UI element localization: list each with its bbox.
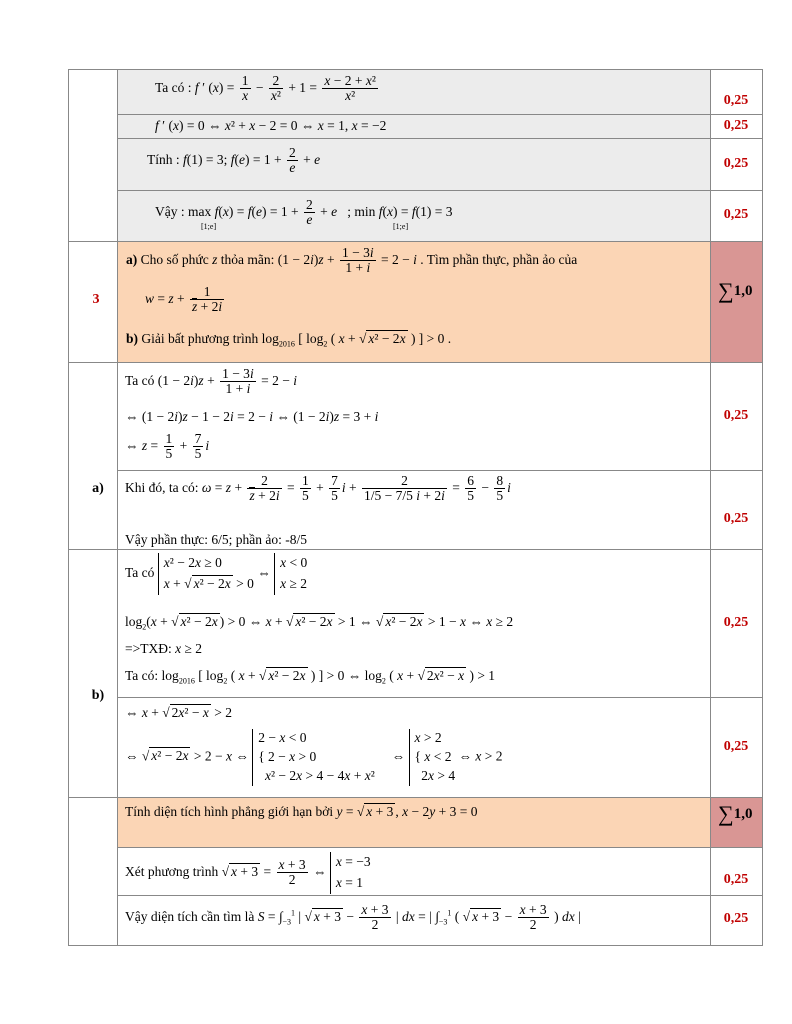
domain-prefix: =>TXĐ:	[125, 641, 172, 656]
score-part-a-1: 0,25	[723, 408, 749, 423]
part-a-step-3: ⇔ z = $\frac{1}{5}$ + $\frac{7}{5}$ i	[125, 431, 210, 462]
part-a-result: Vậy phần thực: 6/5; phần ảo: -8/5	[125, 532, 308, 547]
score-part-a-2: 0,25	[723, 511, 749, 526]
values-line: Tính : f(1) = 3; f(e) = 1 + $\frac{2}{e}$ + e	[147, 145, 321, 176]
row-divider	[117, 114, 762, 115]
question-number: 3	[92, 292, 100, 307]
question-4-area: Vậy diện tích cần tìm là $S = \int_{-3}^1$ | √ x + 3 − $\frac{x + 3}{2}$ | dx = | $\int_{-3}^1$ ( √ x + 3 − $\frac{x + 3}{2}$ ) dx |	[125, 902, 581, 933]
derivative-line: Ta có : f ′ (x) = $\frac{1}{x}$ − $\frac{2}{\text{x²}}$ + 1 = $\frac{\text{x − 2 + x²}}{\text{x²}}$	[155, 73, 376, 104]
question-4-text: Tính diện tích hình phẳng giới hạn bởi y = √ x + 3 , x − 2y + 3 = 0	[125, 804, 478, 819]
w-definition: w = z + $\frac{1}{z + 2i}$	[145, 284, 223, 315]
max-min-line: Vậy : max f(x) = f(e) = 1 + $\frac{2}{e}$ + e ; min f(x) = f(1) = 3	[155, 197, 453, 228]
row-divider	[117, 470, 762, 471]
part-b-domain: =>TXĐ: x ≥ 2	[125, 641, 203, 656]
score-q4-2: 0,25	[723, 911, 749, 926]
part-a-prefix: a)	[126, 251, 138, 267]
sigma-icon: ∑	[718, 801, 734, 826]
question-3b-text: b) Giải bất phương trình $\log_{2016}$ [ $\log_2$ ( x + √ x² − 2x ) ] > 0 .	[126, 331, 452, 349]
score-values: 0,25	[723, 156, 749, 171]
part-b-step-1: ⇔ x + √ 2x² − x > 2	[125, 705, 232, 720]
divider-col-1	[117, 69, 118, 946]
q3-total-value: 1,0	[733, 283, 753, 299]
part-a-prefix-text: Ta có	[125, 372, 155, 388]
question-3-total	[718, 278, 752, 304]
part-b-label: b)	[91, 688, 105, 703]
conclusion-prefix: Vậy :	[155, 203, 185, 219]
q4-eq-prefix: Xét phương trình	[125, 864, 219, 880]
row-divider	[68, 241, 763, 242]
roots-line: f ′ (x) = 0 ⇔ x² + x − 2 = 0 ⇔ x = 1, x = −2	[155, 118, 387, 133]
score-part-b-2: 0,25	[723, 739, 749, 754]
part-b-conditions: Ta có x² − 2x ≥ 0 x + √ x² − 2x > 0 ⇔ x < 0 x ≥ 2	[125, 553, 307, 595]
row-divider	[117, 895, 762, 896]
q3a-text: Cho số phức	[140, 251, 209, 267]
interval-subscript: [1;e]	[201, 222, 217, 231]
sigma-icon: ∑	[718, 278, 734, 303]
divider-col-2	[710, 69, 711, 946]
part-b-log-step: $\log_2(x$ + √ x² − 2x ) > 0 ⇔ x + √ x² − 2x > 1 ⇔ √ x² − 2x > 1 − x ⇔ x ≥ 2	[125, 614, 514, 632]
score-part-b-1: 0,25	[723, 615, 749, 630]
q3a-mid: thỏa mãn:	[220, 251, 275, 267]
row-divider	[68, 797, 763, 798]
part-b-log-equivalence: Ta có: $\log_{2016}$ [ $\log_2$ ( x + √ x² − 2x ) ] > 0 ⇔ $\log_2$ ( x + √ 2x² − x ) > 1	[125, 668, 496, 686]
row-divider	[117, 847, 762, 848]
part-b-second-prefix: Ta có:	[125, 668, 159, 683]
question-4-equation: Xét phương trình √ x + 3 = $\frac{x + 3}{2}$ ⇔ x = −3 x = 1	[125, 852, 371, 894]
q3a-tail: . Tìm phần thực, phần ảo của	[420, 251, 578, 267]
part-b-prefix: b)	[126, 331, 139, 346]
score-roots: 0,25	[723, 118, 749, 133]
question-4-total	[718, 801, 752, 827]
score-derivative: 0,25	[723, 93, 749, 108]
row-divider	[68, 549, 763, 550]
row-divider	[117, 138, 762, 139]
score-q4-1: 0,25	[723, 872, 749, 887]
row-divider	[117, 190, 762, 191]
part-a-step-2: ⇔ (1 − 2i)z − 1 − 2i = 2 − i ⇔ (1 − 2i)z = 3 + i	[125, 409, 379, 424]
omega-prefix: Khi đó, ta có:	[125, 479, 199, 495]
q4-text: Tính diện tích hình phẳng giới hạn bởi	[125, 804, 334, 819]
part-a-omega: Khi đó, ta có: ω = z + $\frac{2}{z + 2i}$ = $\frac{1}{5}$ + $\frac{7}{5}$ i + $\frac{2}{1/5 - 7/5 i + 2i}$ = $\frac{6}{5}$ − $\frac{8}{5}$ i	[125, 473, 511, 504]
question-3a-text: a) Cho số phức z thỏa mãn: (1 − 2i)z + $\frac{1 - 3i}{1 + i}$ = 2 − i . Tìm phần thực, phần ảo của	[126, 245, 578, 276]
interval-subscript: [1;e]	[393, 222, 409, 231]
q4-area-prefix: Vậy diện tích cần tìm là	[125, 908, 255, 924]
q3b-text: Giải bất phương trình	[141, 331, 259, 346]
row-divider	[117, 697, 762, 698]
part-a-label: a)	[92, 481, 104, 496]
part-b-step-2: ⇔ √ x² − 2x > 2 − x ⇔ 2 − x < 0 { 2 − x > 0 x² − 2x > 4 − 4x + x² ⇔ x > 2 { x < 2 2x > 4 ⇔ x > 2	[125, 729, 503, 786]
part-a-step-1: Ta có (1 − 2i)z + $\frac{1 - 3i}{1 + i}$ = 2 − i	[125, 366, 297, 397]
q4-total-value: 1,0	[733, 806, 753, 822]
values-prefix: Tính :	[147, 151, 180, 167]
score-conclusion: 0,25	[723, 207, 749, 222]
part-b-prefix-text: Ta có	[125, 565, 155, 581]
row-divider	[68, 362, 763, 363]
